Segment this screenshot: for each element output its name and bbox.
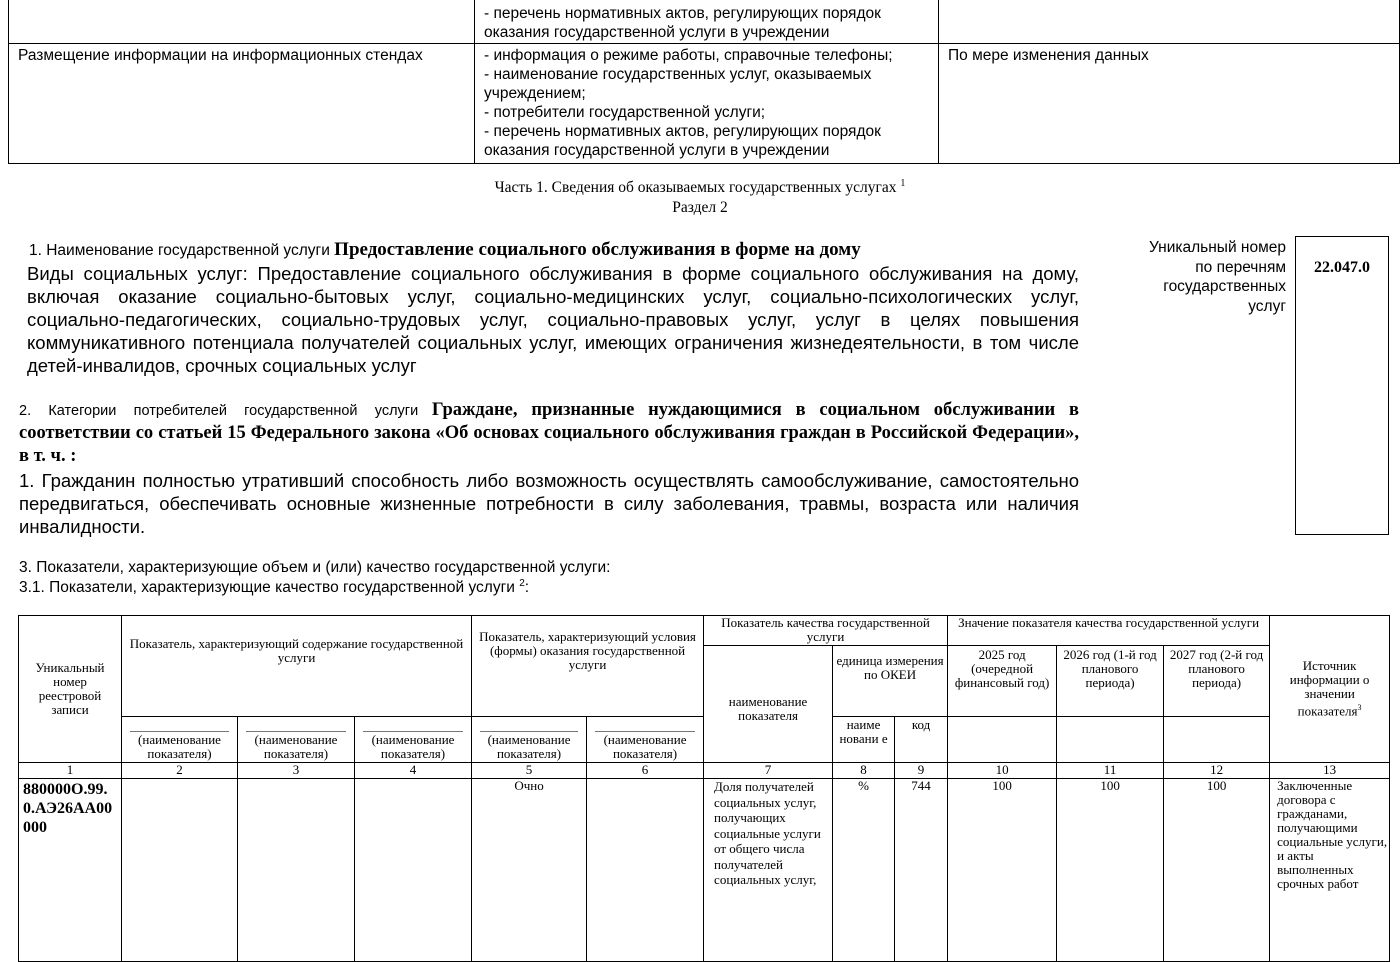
source-value: Заключенные договора с гражданами, получающими социальные услуги, и акты выполненных срочных работ [1270,779,1390,962]
header-year-2025: 2025 год (очередной финансовый год) [948,646,1057,717]
table-cell [939,0,1400,44]
consumer-category-item: 1. Гражданин полностью утративший способность либо возможность осуществлять самообслуживание, самостоятельно передвигаться, обеспечивать основные жизненные потребности в силу заболевания, травмы, возраста или наличия инвалидности. [19,470,1079,537]
header-quality-indicator: Показатель качества государственной услуги [704,616,948,646]
indicator-name: Доля получателей социальных услуг, получающих социальные услуги от общего числа получателей социальных услуг, [704,779,833,962]
table-cell [475,44,939,164]
table-cell [122,779,238,962]
header-sub-indicator [122,717,238,763]
header-unit-name: наиме новани е [833,717,895,763]
header-source [1270,616,1390,763]
column-number: 3 [238,763,355,779]
column-number: 5 [472,763,587,779]
indicators-heading: 3. Показатели, характеризующие объем и (или) качество государственной услуги: [19,559,611,576]
consumer-categories [19,399,1079,468]
column-number: 13 [1270,763,1390,779]
footnote-mark: 2 [519,578,525,589]
value-2025: 100 [948,779,1057,962]
service-kinds-text: Предоставление социального обслуживания в форме социального обслуживания на дому, включая оказание социально-бытовых услуг, социально-медицинских услуг, социально-психологических услуг, социально-педагогических, социально-трудовых услуг, социально-правовых услуг, услуг в целях повышения коммуникативного потенциала получателей социальных услуг, имеющих ограничения жизнедеятельности, в том числе детей-инвалидов, срочных социальных услуг [27,263,1080,376]
unique-number-value: 22.047.0 [1314,259,1370,276]
column-number: 12 [1164,763,1270,779]
service-name-prefix: 1. Наименование государственной услуги [29,242,330,259]
value-2026: 100 [1057,779,1164,962]
quality-table [18,615,1390,962]
quality-indicators-heading [19,578,529,597]
table-row [9,0,1400,44]
header-indicator-name: наименование показателя [704,646,833,763]
header-source-text: Источник информации о значении показателя [1289,658,1370,719]
sub-indicator-text: (наименование показателя) [363,731,463,761]
service-name: Предоставление социального обслуживания в форме на дому [334,239,861,260]
column-number-row [19,763,1390,779]
unique-number-box [1295,236,1389,535]
sub-indicator-text: (наименование показателя) [595,731,695,761]
table-cell [9,0,475,44]
table-cell [9,44,475,164]
sub-indicator-text: (наименование показателя) [130,731,229,761]
header-empty [1057,717,1164,763]
unit-name: % [833,779,895,962]
footnote-mark: 3 [1357,703,1362,713]
column-number: 11 [1057,763,1164,779]
header-empty [1164,717,1270,763]
header-year-2027: 2027 год (2-й год планового периода) [1164,646,1270,717]
table-cell [475,0,939,44]
list-item: - перечень нормативных актов, регулирующих порядок оказания государственной услуги в учреждении [484,123,881,159]
column-number: 9 [895,763,948,779]
column-number: 4 [355,763,472,779]
section-title: Раздел 2 [672,199,728,216]
service-name-line [29,238,1079,262]
unique-number-label: Уникальный номер по перечням государственных услуг [1149,239,1286,315]
header-quality-value: Значение показателя качества государственной услуги [948,616,1270,646]
header-sub-indicator [355,717,472,763]
column-number: 7 [704,763,833,779]
header-unit-code: код [895,717,948,763]
cell-text: Размещение информации на информационных стендах [18,47,423,64]
header-conditions-indicator: Показатель, характеризующий условия (формы) оказания государственной услуги [472,616,704,717]
quality-heading-text: 3.1. Показатели, характеризующие качество государственной услуги [19,579,515,597]
header-sub-indicator [472,717,587,763]
service-kinds [27,262,1079,377]
header-empty [948,717,1057,763]
consumer-categories-prefix: 2. Категории потребителей государственной услуги [19,403,419,419]
part-title [0,178,1400,197]
table-row [9,44,1400,164]
part-title-text: Часть 1. Сведения об оказываемых государственных услугах [494,179,897,197]
table-cell [939,44,1400,164]
consumer-categories-bold: Граждане, признанные нуждающимися в социальном обслуживании в соответствии со статьей 15 Федерального закона «Об основах социального обслуживания граждан в Российской Федерации», в т. ч. : [19,400,1079,466]
sub-indicator-text: (наименование показателя) [246,731,346,761]
footnote-mark: 1 [900,178,906,189]
column-number: 2 [122,763,238,779]
registry-code: 880000О.99.0.АЭ26АА00000 [19,779,122,962]
list-item: - потребители государственной услуги; [484,104,766,121]
header-content-indicator: Показатель, характеризующий содержание государственной услуги [122,616,472,717]
list-item: - наименование государственных услуг, оказываемых учреждением; [484,66,872,102]
top-table [8,0,1400,164]
table-header-row [19,616,1390,646]
unit-code: 744 [895,779,948,962]
column-number: 6 [587,763,704,779]
cell-text: По мере изменения данных [948,47,1149,64]
column-number: 8 [833,763,895,779]
header-sub-indicator [238,717,355,763]
cell-text: - перечень нормативных актов, регулирующих порядок оказания государственной услуги в учреждении [484,5,881,41]
table-row [19,779,1390,962]
list-item: - информация о режиме работы, справочные телефоны; [484,47,893,64]
header-sub-indicator [587,717,704,763]
column-number: 1 [19,763,122,779]
quality-heading-end: : [524,579,530,597]
table-cell [587,779,704,962]
service-kinds-prefix: Виды социальных услуг: [27,263,248,284]
header-unique-number: Уникальный номер реестровой записи [19,616,122,763]
value-2027: 100 [1164,779,1270,962]
header-unit: единица измерения по ОКЕИ [833,646,948,717]
table-cell [355,779,472,962]
table-cell [238,779,355,962]
form-value: Очно [472,779,587,962]
column-number: 10 [948,763,1057,779]
header-year-2026: 2026 год (1-й год планового периода) [1057,646,1164,717]
sub-indicator-text: (наименование показателя) [480,731,578,761]
